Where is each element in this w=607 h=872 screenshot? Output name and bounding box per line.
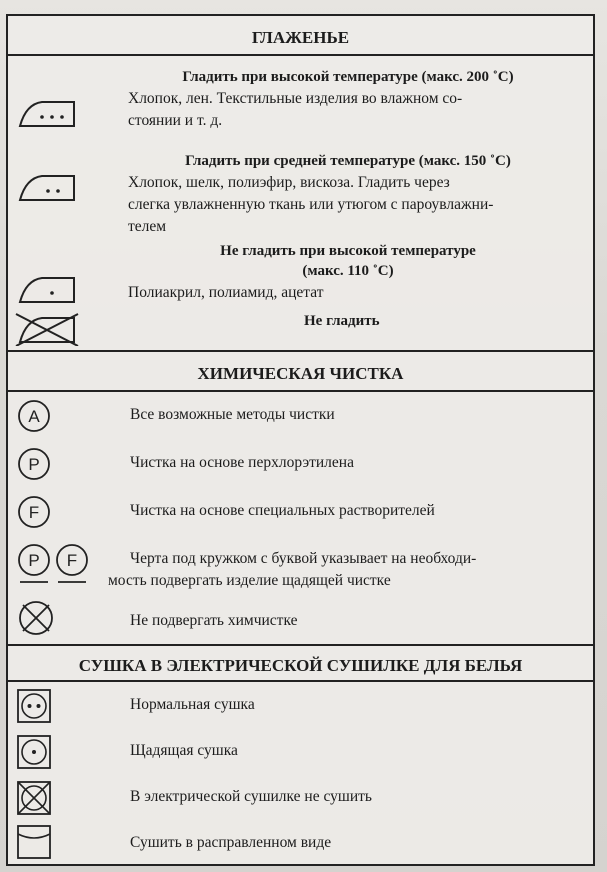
dry-clean-gentle-label-line2: мость подвергать изделие щадящей чистке [108, 572, 391, 589]
ironing-low-heading-line1: Не гладить при высокой температуре [220, 243, 476, 259]
ironing-high-row [8, 60, 593, 144]
circle-a-icon [16, 398, 52, 434]
dry-gentle-row [8, 732, 593, 772]
dry-clean-f-label: Чистка на основе специальных растворителей [130, 502, 435, 519]
section-divider [8, 350, 593, 352]
ironing-low-heading-line2: (макс. 110 ˚С) [302, 263, 394, 279]
ironing-none-label: Не гладить [304, 313, 380, 329]
ironing-low-row [8, 238, 593, 308]
dry-clean-gentle-row [8, 540, 593, 598]
care-symbols-table [6, 14, 595, 866]
circle-f-underlined-icon [54, 542, 90, 588]
drying-section-title [8, 652, 593, 682]
dry-normal-label: Нормальная сушка [130, 696, 255, 713]
iron-two-dots-icon [12, 170, 82, 204]
iron-crossed-icon [12, 310, 82, 346]
ironing-medium-heading: Гладить при средней температуре (макс. 150 ˚С) [185, 153, 511, 169]
ironing-medium-desc-line1: Хлопок, шелк, полиэфир, вискоза. Гладить через [128, 174, 450, 191]
dry-gentle-label: Щадящая сушка [130, 742, 238, 759]
square-two-dots-icon [16, 688, 52, 724]
dry-clean-f-row [8, 492, 593, 532]
drying-title-text: СУШКА В ЭЛЕКТРИЧЕСКОЙ СУШИЛКЕ ДЛЯ БЕЛЬЯ [78, 656, 523, 675]
ironing-medium-row [8, 146, 593, 238]
ironing-title-text: ГЛАЖЕНЬЕ [251, 28, 350, 47]
dry-clean-gentle-label-line1: Черта под кружком с буквой указывает на необходи- [130, 550, 477, 567]
square-one-dot-icon [16, 734, 52, 770]
dry-clean-p-row [8, 444, 593, 484]
dry-flat-label: Сушить в расправленном виде [130, 834, 332, 851]
dry-cleaning-section-title [8, 360, 593, 392]
ironing-high-desc-line2: стоянии и т. д. [128, 112, 223, 129]
dry-none-label: В электрической сушилке не сушить [130, 788, 372, 805]
dry-clean-none-label: Не подвергать химчистке [130, 612, 298, 629]
circle-p-letter: P [28, 455, 40, 474]
circle-p-icon [16, 446, 52, 482]
gentle-p-letter: P [28, 551, 40, 570]
section-divider [8, 644, 593, 646]
square-crossed-icon [16, 780, 52, 816]
dry-clean-any-row [8, 396, 593, 436]
ironing-medium-desc-line2: слегка увлажненную ткань или утюгом с пароувлажни- [128, 196, 494, 213]
dry-clean-any-label: Все возможные методы чистки [130, 406, 335, 423]
ironing-medium-desc-line3: телем [128, 218, 167, 235]
circle-f-icon [16, 494, 52, 530]
dry-none-row [8, 778, 593, 818]
ironing-none-row [8, 308, 593, 348]
circle-crossed-icon [16, 598, 56, 638]
circle-p-underlined-icon [16, 542, 52, 588]
iron-three-dots-icon [12, 96, 82, 130]
square-curve-icon [16, 824, 52, 860]
ironing-section-title [8, 24, 593, 56]
circle-f-letter: F [28, 503, 40, 522]
ironing-high-desc-line1: Хлопок, лен. Текстильные изделия во влажном со- [128, 90, 463, 107]
dry-flat-row [8, 822, 593, 862]
ironing-low-desc: Полиакрил, полиамид, ацетат [128, 284, 324, 301]
circle-a-letter: A [28, 407, 40, 426]
dry-clean-none-row [8, 598, 593, 642]
gentle-f-letter: F [66, 551, 78, 570]
ironing-high-heading: Гладить при высокой температуре (макс. 200 ˚С) [182, 69, 514, 85]
dry-cleaning-title-text: ХИМИЧЕСКАЯ ЧИСТКА [197, 364, 404, 383]
iron-one-dot-icon [12, 272, 82, 306]
dry-normal-row [8, 686, 593, 726]
dry-clean-p-label: Чистка на основе перхлорэтилена [130, 454, 354, 471]
